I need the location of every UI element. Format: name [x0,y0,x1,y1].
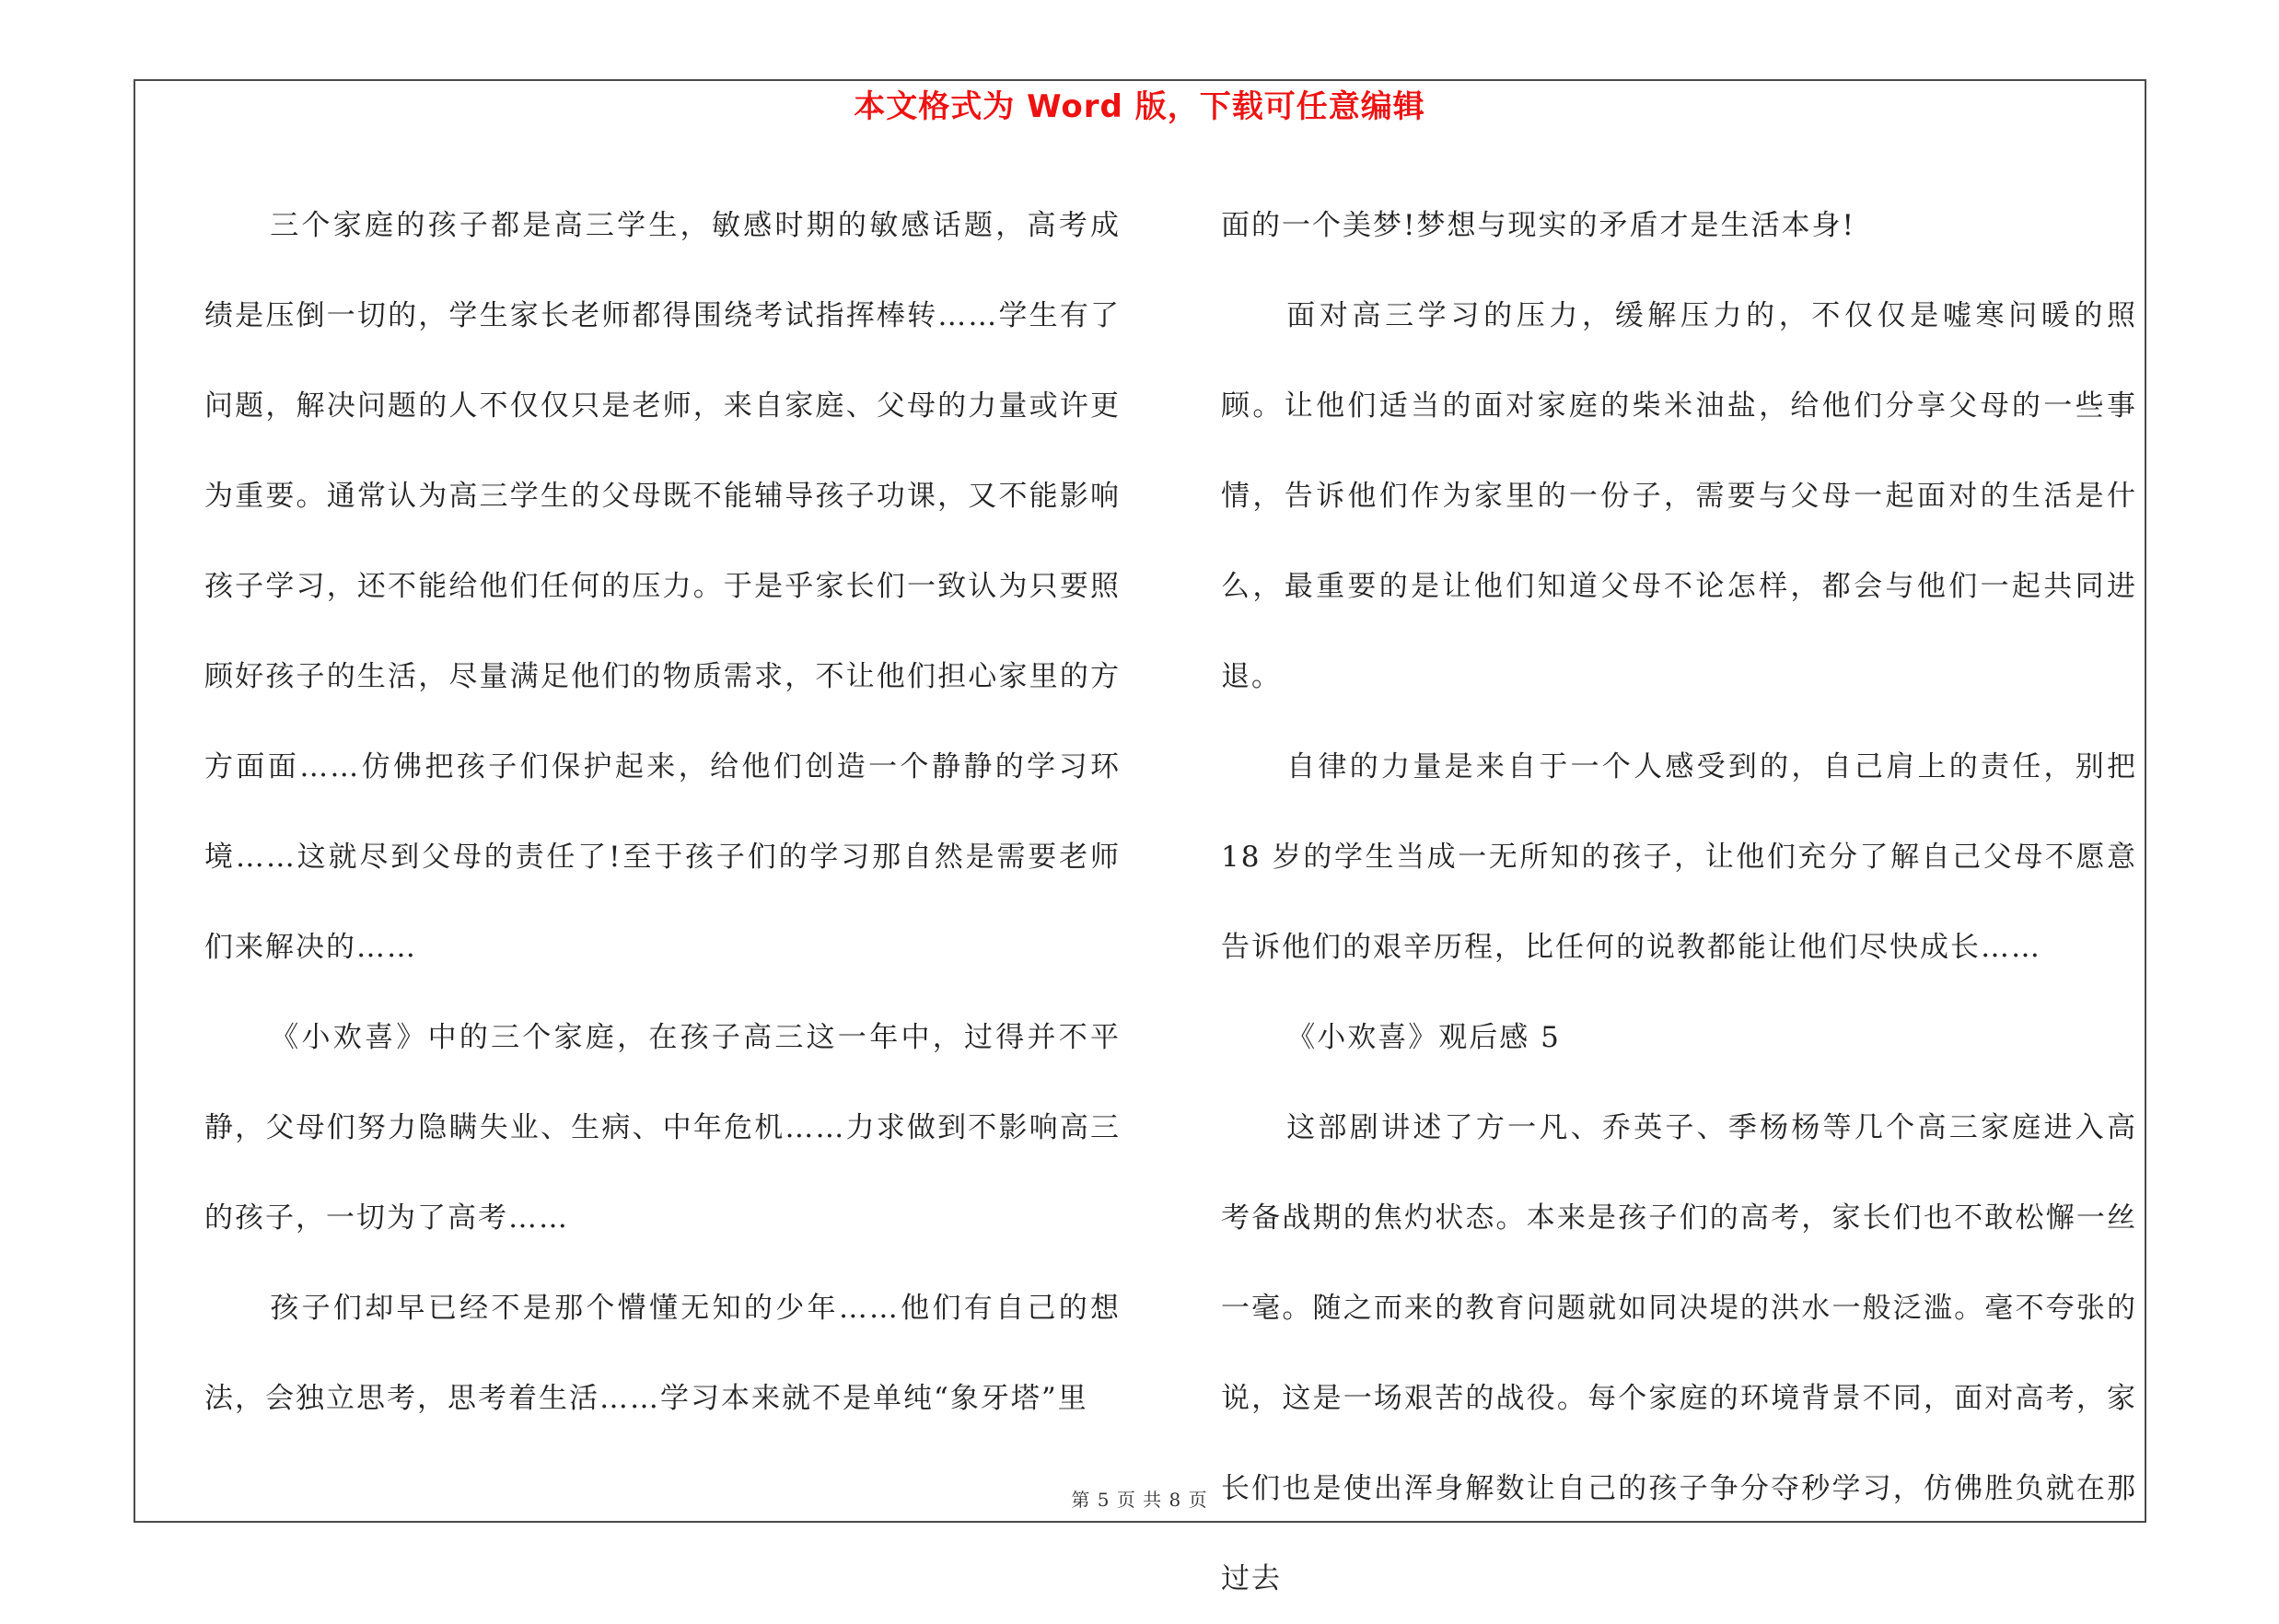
page-number-footer: 第 5 页 共 8 页 [1071,1489,1208,1511]
paragraph: 面对高三学习的压力，缓解压力的，不仅仅是嘘寒问暖的照顾。让他们适当的面对家庭的柴米油盐，给他们分享父母的一些事情，告诉他们作为家里的一份子，需要与父母一起面对的生活是什么，最重要的是让他们知道父母不论怎样，都会与他们一起共同进退。 [1221,299,2137,693]
right-column [1221,180,2137,1624]
paragraph: 孩子们却早已经不是那个懵懂无知的少年……他们有自己的想法，会独立思考，思考着生活……学习本来就不是单纯“象牙塔”里 [204,1292,1121,1415]
paragraph: 这部剧讲述了方一凡、乔英子、季杨杨等几个高三家庭进入高考备战期的焦灼状态。本来是孩子们的高考，家长们也不敢松懈一丝一毫。随之而来的教育问题就如同决堤的洪水一般泛滥。毫不夸张的说，这是一场艰苦的战役。每个家庭的环境背景不同，面对高考，家长们也是使出浑身解数让自己的孩子争分夺秒学习，仿佛胜负就在那过去 [1221,1111,2137,1595]
left-column [204,180,1121,1444]
paragraph: 《小欢喜》中的三个家庭，在孩子高三这一年中，过得并不平静，父母们努力隐瞒失业、生病、中年危机……力求做到不影响高三的孩子，一切为了高考…… [204,1021,1121,1235]
section-heading: 《小欢喜》观后感 5 [1286,1021,1561,1054]
paragraph: 自律的力量是来自于一个人感受到的，自己肩上的责任，别把 18 岁的学生当成一无所知的孩子，让他们充分了解自己父母不愿意告诉他们的艰辛历程，比任何的说教都能让他们尽快成长…… [1221,750,2137,964]
paragraph: 三个家庭的孩子都是高三学生，敏感时期的敏感话题，高考成绩是压倒一切的，学生家长老师都得围绕考试指挥棒转……学生有了问题，解决问题的人不仅仅只是老师，来自家庭、父母的力量或许更为重要。通常认为高三学生的父母既不能辅导孩子功课，又不能影响孩子学习，还不能给他们任何的压力。于是乎家长们一致认为只要照顾好孩子的生活，尽量满足他们的物质需求，不让他们担心家里的方方面面……仿佛把孩子们保护起来，给他们创造一个静静的学习环境……这就尽到父母的责任了!至于孩子们的学习那自然是需要老师们来解决的…… [204,209,1121,964]
format-banner: 本文格式为 Word 版，下载可任意编辑 [854,88,1425,125]
paragraph-continuation: 面的一个美梦!梦想与现实的矛盾才是生活本身! [1221,209,1855,242]
